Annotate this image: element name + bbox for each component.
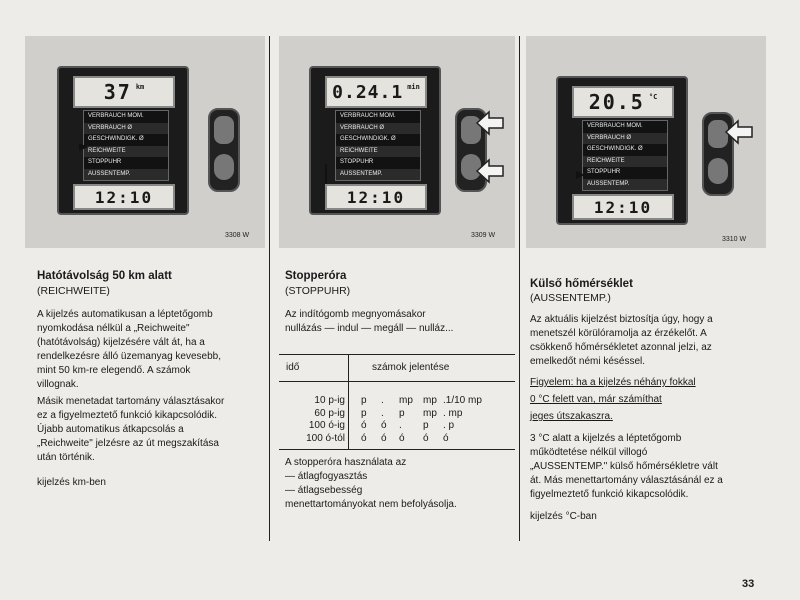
warning-line: 0 °C felett van, már számíthat	[530, 394, 662, 405]
paragraph	[37, 308, 267, 392]
table-cell-time: 100 ó-ig	[308, 420, 345, 431]
table-cell: ó	[443, 432, 449, 444]
paragraph	[530, 432, 770, 502]
section-subtitle: (REICHWEITE)	[37, 285, 110, 297]
display-panel	[309, 66, 441, 215]
lcd-bottom-value: 12:10	[593, 197, 653, 217]
table-rule-top	[279, 354, 515, 355]
table-cell-time: 10 p-ig	[314, 395, 345, 406]
menu-item: AUSSENTEMP.	[583, 179, 667, 191]
menu-item: REICHWEITE	[336, 146, 420, 158]
table-cell: p	[361, 395, 367, 406]
table-cell: mp	[423, 407, 437, 419]
menu-item: VERBRAUCH MOM.	[88, 113, 144, 119]
table-cell: mp	[423, 395, 437, 406]
table-cell: p	[423, 420, 429, 431]
figure-range-display	[25, 36, 265, 248]
table-cell: ó	[399, 432, 405, 444]
table-cell: ó	[381, 420, 387, 431]
select-button[interactable]	[214, 116, 234, 144]
lcd-top-unit: km	[135, 83, 145, 91]
paragraph	[530, 313, 770, 369]
figure-stopwatch-display	[279, 36, 515, 248]
text-line: után történik.	[37, 452, 95, 463]
text-line: emelkedőt némi késéssel.	[530, 356, 646, 367]
table-cell: .1/10 mp	[443, 395, 482, 406]
start-button[interactable]	[708, 158, 728, 184]
button-panel	[208, 108, 240, 192]
text-line: nullázás — indul — megáll — nulláz...	[285, 323, 454, 334]
paragraph	[285, 456, 515, 512]
text-line: A kijelzés automatikusan a léptetőgomb	[37, 309, 213, 320]
section-title: Hatótávolság 50 km alatt	[37, 270, 172, 282]
section-subtitle: (AUSSENTEMP.)	[530, 292, 611, 304]
display-panel	[57, 66, 189, 215]
menu-item: STOPPUHR	[587, 169, 621, 175]
press-arrow-icon	[475, 110, 505, 136]
menu-item: REICHWEITE	[84, 146, 168, 158]
display-menu	[83, 110, 169, 181]
lcd-top	[73, 76, 175, 108]
text-line: mint 50 km-re elegendő. A számok	[37, 365, 191, 376]
table-header-numbers: számok jelentése	[372, 362, 450, 373]
text-line: Másik menetadat tartomány választásakor	[37, 396, 225, 407]
table-cell: p	[399, 407, 405, 419]
pointer-arrow-icon	[576, 171, 585, 179]
menu-item: VERBRAUCH Ø	[336, 123, 420, 135]
table-cell: ó	[423, 432, 429, 444]
menu-item: GESCHWINDIGK. Ø	[587, 146, 643, 152]
table-header-time: idő	[286, 362, 300, 373]
text-line: (hatótávolság) kijelzésére vált át, ha a	[37, 337, 205, 348]
figure-code: 3310 W	[722, 236, 747, 243]
text-line: Az indítógomb megnyomásakor	[285, 309, 426, 320]
figure-code: 3308 W	[225, 232, 250, 239]
warning-line: Figyelem: ha a kijelzés néhány fokkal	[530, 377, 696, 388]
menu-item: VERBRAUCH Ø	[84, 123, 168, 135]
column-divider-left	[269, 36, 270, 541]
start-button[interactable]	[214, 154, 234, 180]
warning-paragraph	[530, 374, 770, 425]
table-rule-mid	[279, 381, 515, 382]
lcd-top-value: 37	[103, 80, 132, 104]
table-cell: ó	[361, 432, 367, 444]
table-cell-time: 100 ó-tól	[306, 432, 345, 444]
lcd-top-unit: min	[407, 83, 420, 91]
pointer-arrow-icon	[79, 143, 88, 151]
text-line: — átlagsebesség	[285, 485, 363, 496]
section-title: Stopperóra	[285, 270, 347, 282]
text-line: 3 °C alatt a kijelzés a léptetőgomb	[530, 433, 682, 444]
table-row	[285, 408, 482, 421]
lcd-bottom-value: 12:10	[346, 187, 406, 207]
text-line: működtetése nélkül villogó	[530, 447, 648, 458]
menu-item: AUSSENTEMP.	[336, 169, 420, 181]
table-cell: .	[399, 420, 402, 431]
menu-item: STOPPUHR	[340, 159, 374, 165]
table-row	[285, 395, 482, 408]
text-line: „AUSSENTEMP." külső hőmérsékletre vált	[530, 461, 718, 472]
text-line: ez a figyelmeztető funkció kikapcsolódik.	[37, 410, 218, 421]
menu-item: AUSSENTEMP.	[84, 169, 168, 181]
table-cell: .	[381, 395, 384, 406]
lcd-top-value: 0.24.1	[332, 81, 404, 103]
paragraph	[285, 308, 515, 336]
menu-item: GESCHWINDIGK. Ø	[88, 136, 144, 142]
display-menu	[582, 120, 668, 191]
lcd-top	[572, 86, 674, 118]
table-cell: p	[361, 407, 367, 419]
lcd-bottom-value: 12:10	[94, 187, 154, 207]
lcd-bottom	[572, 194, 674, 220]
table-cell: . p	[443, 420, 455, 431]
press-arrow-icon	[724, 119, 754, 145]
table-row	[285, 420, 482, 433]
display-unit-note: kijelzés °C-ban	[530, 511, 597, 522]
section-title: Külső hőmérséklet	[530, 278, 633, 290]
display-panel	[556, 76, 688, 225]
text-line: Újabb automatikus átkapcsolás a	[37, 424, 184, 435]
text-line: csökkenő hőmérsékletet azonnal jelzi, az	[530, 342, 712, 353]
table-cell: . mp	[443, 407, 463, 419]
lcd-bottom	[73, 184, 175, 210]
text-line: nyomkodása nélkül a „Reichweite"	[37, 323, 190, 334]
table-cell: ó	[381, 432, 387, 444]
lcd-bottom	[325, 184, 427, 210]
text-line: figyelmeztető funkció kikapcsolódik.	[530, 489, 689, 500]
text-line: át. Más menettartomány választásánál ez a	[530, 475, 723, 486]
table-rule-bottom	[279, 449, 515, 450]
menu-item: STOPPUHR	[88, 159, 122, 165]
menu-item: VERBRAUCH Ø	[583, 133, 667, 145]
table-cell-time: 60 p-ig	[314, 407, 345, 419]
lcd-top	[325, 76, 427, 108]
lcd-top-unit: °C	[648, 93, 658, 101]
menu-item: VERBRAUCH MOM.	[340, 113, 396, 119]
text-line: menetszél körülóramolja az érzékelőt. A	[530, 328, 707, 339]
pointer-bar-icon	[325, 164, 327, 184]
text-line: — átlagfogyasztás	[285, 471, 368, 482]
paragraph	[37, 395, 267, 465]
table-cell: .	[381, 407, 384, 419]
press-arrow-icon	[475, 158, 505, 184]
menu-item: GESCHWINDIGK. Ø	[340, 136, 396, 142]
display-menu	[335, 110, 421, 181]
text-line: „Reichweite" jelzésre az út megszakítása	[37, 438, 219, 449]
warning-line: jeges útszakaszra.	[530, 411, 613, 422]
text-line: rendelkezésre álló üzemanyag kevesebb,	[37, 351, 221, 362]
text-line: Az aktuális kijelzést biztosítja úgy, hogy a	[530, 314, 713, 325]
table-cell: mp	[399, 395, 413, 406]
stopwatch-table	[285, 395, 482, 445]
text-line: A stopperóra használata az	[285, 457, 407, 468]
menu-item: REICHWEITE	[583, 156, 667, 168]
figure-temperature-display	[526, 36, 766, 248]
menu-item: VERBRAUCH MOM.	[587, 123, 643, 129]
table-row	[285, 433, 482, 446]
figure-code: 3309 W	[471, 232, 496, 239]
page-number: 33	[742, 578, 755, 590]
column-divider-right	[519, 36, 520, 541]
table-cell: ó	[361, 420, 367, 431]
section-subtitle: (STOPPUHR)	[285, 285, 351, 297]
lcd-top-value: 20.5	[588, 90, 645, 114]
text-line: villognak.	[37, 379, 79, 390]
text-line: menettartományokat nem befolyásolja.	[285, 499, 457, 510]
display-unit-note: kijelzés km-ben	[37, 477, 106, 488]
